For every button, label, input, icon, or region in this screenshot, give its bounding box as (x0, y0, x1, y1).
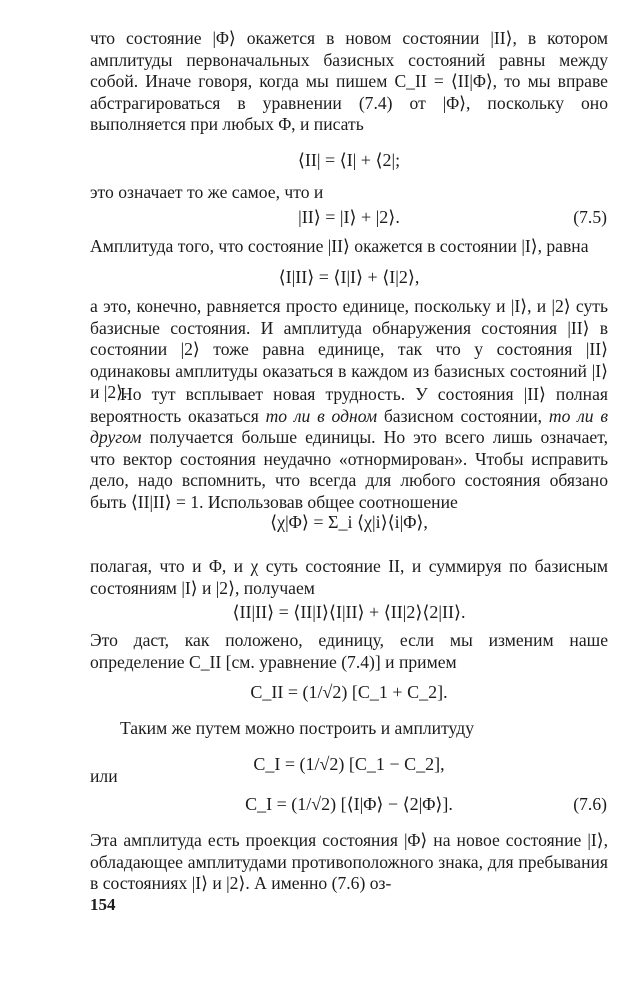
paragraph-4: а это, конечно, равняется просто единице, поскольку и |I⟩, и |2⟩ суть базисные состояния. И амплитуда обнаружения состояния |II⟩ в состоянии |2⟩ тоже равна единице, так что у состояния |II⟩ одинаковы амплитуды оказаться в каждом из базисных состояний |I⟩ и |2⟩. (90, 296, 608, 402)
equation-number-7-6: (7.6) (573, 794, 607, 814)
paragraph-2: это означает то же самое, что и (90, 182, 324, 202)
equation-c-i-a: C_I = (1/√2) [C_1 − C_2], (253, 754, 445, 774)
paragraph-5-emphasis-1: то ли в одном (265, 405, 378, 426)
paragraph-5-part-a: Но тут всплывает новая трудность. У состояния |II⟩ полная вероятность оказаться (90, 384, 608, 426)
paragraph-7: Это даст, как положено, единицу, если мы изменим наше определение C_II [см. уравнение (7.4)] и примем (90, 630, 608, 672)
page-number: 154 (90, 895, 116, 914)
equation-completeness: ⟨χ|Φ⟩ = Σ_i ⟨χ|i⟩⟨i|Φ⟩, (270, 512, 428, 532)
equation-normalization: ⟨II|II⟩ = ⟨II|I⟩⟨I|II⟩ + ⟨II|2⟩⟨2|II⟩. (232, 602, 466, 622)
paragraph-5 (90, 384, 608, 513)
paragraph-6: полагая, что и Φ, и χ суть состояние II, и суммируя по базисным состояниям |I⟩ и |2⟩, получаем (90, 556, 608, 598)
paragraph-5-part-b: базисном состоянии, (383, 405, 543, 426)
paragraph-5-emphasis-2: то ли в другом (90, 405, 609, 447)
equation-c-i-b: C_I = (1/√2) [⟨I|Φ⟩ − ⟨2|Φ⟩]. (245, 794, 453, 814)
equation-amplitude-i-ii: ⟨I|II⟩ = ⟨I|I⟩ + ⟨I|2⟩, (278, 267, 420, 287)
paragraph-8: Таким же путем можно построить и амплитуду (120, 718, 474, 738)
paragraph-1: что состояние |Φ⟩ окажется в новом состоянии |II⟩, в котором амплитуды первоначальных базисных состояний равны между собой. Иначе говоря, когда мы пишем C_II = ⟨II|Φ⟩, то мы вправе абстрагироваться в уравнении (7.4) от |Φ⟩, поскольку оно выполняется при любых Φ, и писать (90, 28, 608, 134)
paragraph-5-part-c: получается больше единицы. Но это всего лишь означает, что вектор состояния неудачно «отнормирован». Чтобы исправить дело, надо вспомнить, что всегда для любого состояния обязано быть ⟨II|II⟩ = 1. Использовав общее соотношение (90, 427, 608, 512)
word-ili: или (90, 766, 118, 786)
equation-c-ii: C_II = (1/√2) [C_1 + C_2]. (250, 682, 448, 702)
equation-bra-ii: ⟨II| = ⟨I| + ⟨2|; (297, 150, 401, 170)
equation-number-7-5: (7.5) (573, 207, 607, 227)
paragraph-9: Эта амплитуда есть проекция состояния |Φ⟩ на новое состояние |I⟩, обладающее амплитудами противоположного знака, для пребывания в состояниях |I⟩ и |2⟩. А именно (7.6) оз- (90, 830, 608, 893)
equation-ket-ii: |II⟩ = |I⟩ + |2⟩. (298, 207, 400, 227)
paragraph-3: Амплитуда того, что состояние |II⟩ окажется в состоянии |I⟩, равна (90, 236, 589, 256)
